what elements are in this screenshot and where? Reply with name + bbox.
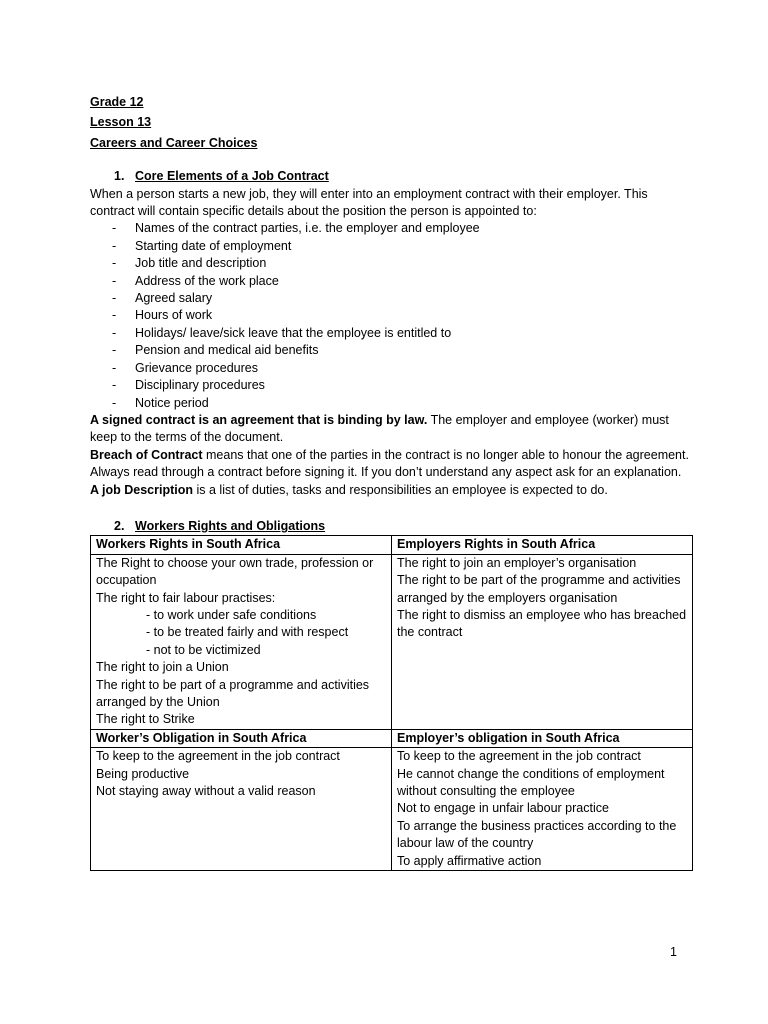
- section-2-heading: Workers Rights and Obligations: [135, 518, 326, 533]
- employers-rights-header: Employers Rights in South Africa: [392, 536, 693, 554]
- table-row: [91, 748, 693, 871]
- lesson-heading: Lesson 13: [90, 115, 152, 130]
- grade-heading: Grade 12: [90, 95, 144, 109]
- list-item: - Address of the work place: [112, 273, 279, 288]
- employers-obligations-cell: To keep to the agreement in the job contract He cannot change the conditions of employment without consulting the employee Not to engage in unfair labour practice To arrange the business practices according to the labour law of the country To apply affirmative action: [392, 748, 693, 871]
- workers-rights-cell: The Right to choose your own trade, profession or occupation The right to fair labour practises: - to work under safe conditions - to be treated fairly and with respect - not to be victimized The right to join a Union The right to be part of a programme and activities arranged by the Union The right to Strike: [91, 554, 392, 729]
- rights-obligations-table: [90, 535, 693, 871]
- employers-obligation-header: Employer’s obligation in South Africa: [392, 729, 693, 747]
- list-item: - Names of the contract parties, i.e. the employer and employee: [112, 221, 480, 236]
- section-2-number: 2.: [114, 518, 125, 533]
- contract-elements-list: [90, 220, 694, 411]
- list-item: - Job title and description: [112, 256, 267, 271]
- always-read-paragraph: Always read through a contract before signing it. If you don’t understand any aspect ask for an explanation.: [90, 465, 682, 480]
- list-item: - Starting date of employment: [112, 238, 292, 253]
- document-page: [90, 94, 694, 871]
- page-number: 1: [670, 945, 677, 959]
- workers-rights-header: Workers Rights in South Africa: [91, 536, 392, 554]
- section-1-number: 1.: [114, 169, 125, 184]
- list-item: - Agreed salary: [112, 291, 213, 306]
- breach-paragraph: Breach of Contract means that one of the parties in the contract is no longer able to honour the agreement.: [90, 447, 689, 462]
- workers-obligation-header: Worker’s Obligation in South Africa: [91, 729, 392, 747]
- employers-rights-cell: The right to join an employer’s organisation The right to be part of the programme and activities arranged by the employers organisation The right to dismiss an employee who has breached the contract: [392, 554, 693, 729]
- table-row: [91, 729, 693, 747]
- list-item: - Notice period: [112, 395, 209, 410]
- list-item: - Grievance procedures: [112, 360, 258, 375]
- table-row: [91, 536, 693, 554]
- job-description-paragraph: A job Description is a list of duties, tasks and responsibilities an employee is expected to do.: [90, 482, 608, 497]
- list-item: - Hours of work: [112, 308, 213, 323]
- workers-obligations-cell: To keep to the agreement in the job contract Being productive Not staying away without a valid reason: [91, 748, 392, 871]
- topic-heading: Careers and Career Choices: [90, 135, 258, 150]
- table-row: [91, 554, 693, 729]
- section-1-title: [90, 168, 694, 185]
- section-2-title: [90, 518, 694, 535]
- signed-contract-paragraph: A signed contract is an agreement that is binding by law. The employer and employee (worker) must keep to the terms of the document.: [90, 412, 669, 445]
- section-1-heading: Core Elements of a Job Contract: [135, 169, 329, 184]
- list-item: - Pension and medical aid benefits: [112, 343, 319, 358]
- section-1-intro: When a person starts a new job, they will enter into an employment contract with their employer. This contract will contain specific details about the position the person is appointed to:: [90, 186, 648, 219]
- list-item: - Disciplinary procedures: [112, 378, 265, 393]
- list-item: - Holidays/ leave/sick leave that the employee is entitled to: [112, 325, 452, 340]
